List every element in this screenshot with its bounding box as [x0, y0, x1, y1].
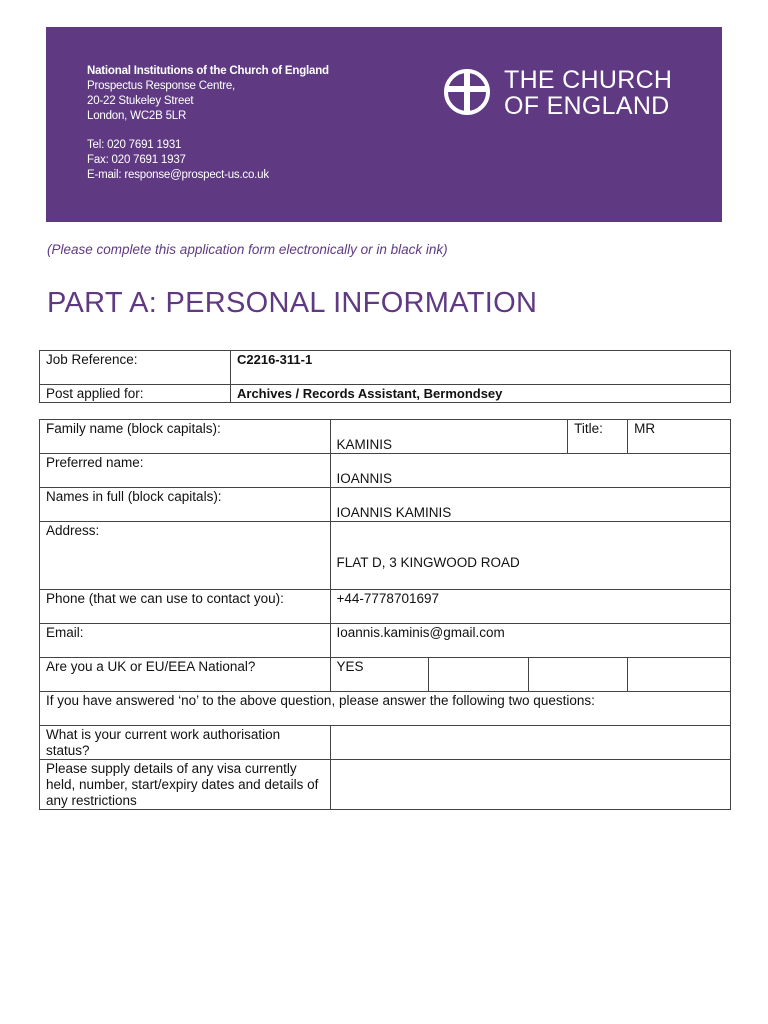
nationality-label: Are you a UK or EU/EEA National?: [40, 658, 331, 692]
logo-line-2: OF ENGLAND: [504, 92, 670, 120]
address-field[interactable]: FLAT D, 3 KINGWOOD ROAD: [330, 522, 730, 590]
part-title: PART A: PERSONAL INFORMATION: [47, 287, 538, 319]
logo-line-1: THE CHURCH: [504, 66, 673, 94]
full-names-label: Names in full (block capitals):: [40, 488, 331, 522]
table-row: [40, 385, 731, 403]
logo-wordmark: [504, 67, 672, 119]
organisation-name: National Institutions of the Church of England: [87, 65, 329, 77]
preferred-name-field[interactable]: IOANNIS: [330, 454, 730, 488]
title-label: Title:: [568, 420, 628, 454]
table-row: [40, 420, 731, 454]
table-row: [40, 658, 731, 692]
table-row: [40, 351, 731, 385]
post-applied-label: Post applied for:: [40, 385, 231, 403]
table-row: [40, 590, 731, 624]
email-line: E-mail: response@prospect-us.co.uk: [87, 169, 269, 181]
table-row: [40, 454, 731, 488]
full-names-field[interactable]: IOANNIS KAMINIS: [330, 488, 730, 522]
nationality-extra-cell-1[interactable]: [429, 658, 529, 692]
nationality-field[interactable]: YES: [330, 658, 429, 692]
visa-details-label: Please supply details of any visa currently held, number, start/expiry dates and details of any restrictions: [40, 760, 331, 810]
table-row: [40, 760, 731, 810]
job-details-table: [39, 350, 731, 403]
job-reference-value[interactable]: C2216-311-1: [231, 351, 731, 385]
church-cross-icon: [442, 67, 492, 117]
work-authorisation-field[interactable]: [330, 726, 730, 760]
address-line-2: 20-22 Stukeley Street: [87, 95, 194, 107]
address-label: Address:: [40, 522, 331, 590]
telephone-line: Tel: 020 7691 1931: [87, 139, 182, 151]
personal-details-table: [39, 419, 731, 810]
address-line-3: London, WC2B 5LR: [87, 110, 187, 122]
table-row: [40, 624, 731, 658]
header-banner: [46, 27, 722, 222]
if-no-instruction: If you have answered ‘no’ to the above question, please answer the following two questions:: [40, 692, 731, 726]
nationality-extra-cell-2[interactable]: [529, 658, 628, 692]
job-reference-label: Job Reference:: [40, 351, 231, 385]
address-spacer: [87, 124, 329, 138]
form-instruction: (Please complete this application form electronically or in black ink): [47, 242, 448, 257]
title-field[interactable]: MR: [628, 420, 731, 454]
table-row: [40, 522, 731, 590]
table-row: [40, 726, 731, 760]
visa-details-field[interactable]: [330, 760, 730, 810]
table-row: [40, 488, 731, 522]
phone-field[interactable]: +44-7778701697: [330, 590, 730, 624]
work-authorisation-label: What is your current work authorisation status?: [40, 726, 331, 760]
fax-line: Fax: 020 7691 1937: [87, 154, 186, 166]
family-name-field[interactable]: KAMINIS: [330, 420, 568, 454]
post-applied-value[interactable]: Archives / Records Assistant, Bermondsey: [231, 385, 731, 403]
nationality-extra-cell-3[interactable]: [628, 658, 731, 692]
address-line-1: Prospectus Response Centre,: [87, 80, 236, 92]
phone-label: Phone (that we can use to contact you):: [40, 590, 331, 624]
family-name-label: Family name (block capitals):: [40, 420, 331, 454]
contact-address-block: [87, 64, 329, 183]
preferred-name-label: Preferred name:: [40, 454, 331, 488]
table-row: [40, 692, 731, 726]
email-field[interactable]: Ioannis.kaminis@gmail.com: [330, 624, 730, 658]
email-label: Email:: [40, 624, 331, 658]
